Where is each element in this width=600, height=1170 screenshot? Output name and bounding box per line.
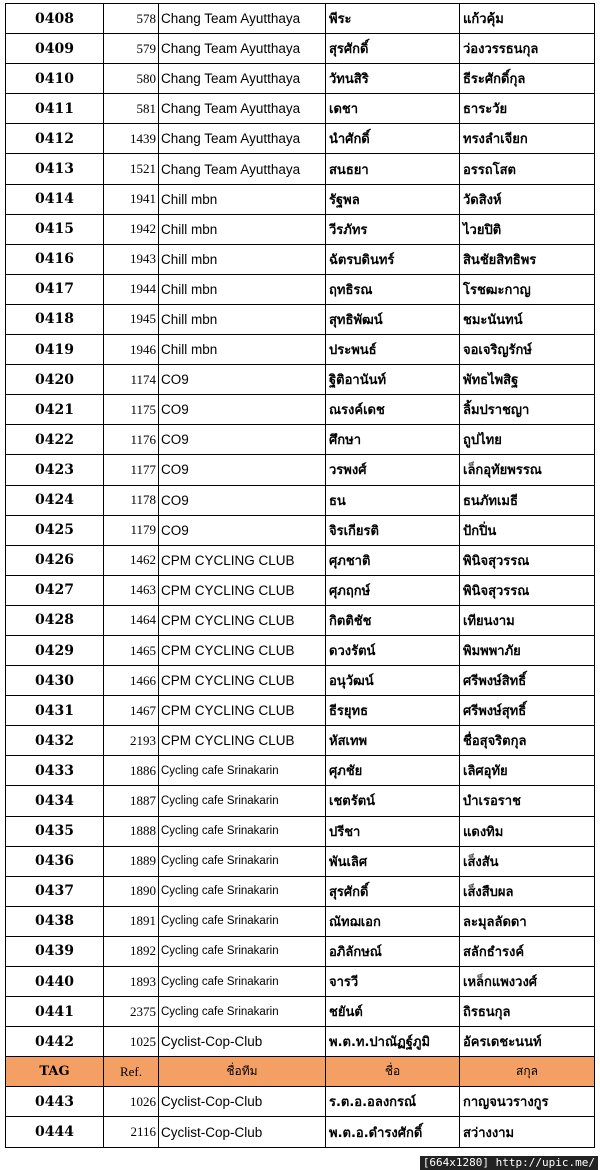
last-name-cell: เล็กอุทัยพรรณ (460, 455, 595, 485)
tag-cell: 0440 (6, 967, 104, 997)
last-name-cell: เส็งสืบผล (460, 876, 595, 906)
first-name-cell: พ.ต.อ.ดำรงศักดิ์ (326, 1117, 460, 1147)
team-cell: Chang Team Ayutthaya (159, 34, 326, 64)
table-row (6, 365, 595, 395)
team-cell: Cycling cafe Srinakarin (159, 936, 326, 966)
ref-cell: 578 (104, 4, 159, 34)
last-name-cell: ธนภัทเมธี (460, 485, 595, 515)
team-cell: Chill mbn (159, 335, 326, 365)
tag-cell: 0419 (6, 335, 104, 365)
tag-cell: 0437 (6, 876, 104, 906)
team-cell: Cycling cafe Srinakarin (159, 756, 326, 786)
ref-cell: 1177 (104, 455, 159, 485)
team-cell: Chang Team Ayutthaya (159, 94, 326, 124)
tag-cell: 0426 (6, 545, 104, 575)
table-row (6, 64, 595, 94)
table-row (6, 1117, 595, 1147)
team-cell: Chill mbn (159, 184, 326, 214)
first-name-cell: ร.ต.อ.อลงกรณ์ (326, 1087, 460, 1117)
last-name-cell: สินชัยสิทธิพร (460, 244, 595, 274)
tag-cell: 0410 (6, 64, 104, 94)
first-name-cell: เชตรัตน์ (326, 786, 460, 816)
team-cell: Cyclist-Cop-Club (159, 1087, 326, 1117)
tag-cell: 0418 (6, 304, 104, 334)
table-row (6, 395, 595, 425)
team-cell: CPM CYCLING CLUB (159, 635, 326, 665)
last-name-cell: พัทธไพสิฐ (460, 365, 595, 395)
tag-cell: 0433 (6, 756, 104, 786)
ref-cell: 1462 (104, 545, 159, 575)
team-cell: CO9 (159, 515, 326, 545)
first-name-cell: วรพงศ์ (326, 455, 460, 485)
ref-cell: 1890 (104, 876, 159, 906)
team-cell: Cycling cafe Srinakarin (159, 846, 326, 876)
first-name-cell: พ.ต.ท.ปาณัฏฐ์ภูมิ (326, 1027, 460, 1057)
last-name-cell: ศรีพงษ์สิทธิ์ (460, 666, 595, 696)
table-row (6, 816, 595, 846)
ref-cell: 1888 (104, 816, 159, 846)
tag-cell: 0421 (6, 395, 104, 425)
first-name-cell: กิตติชัช (326, 605, 460, 635)
ref-cell: 1946 (104, 335, 159, 365)
ref-cell: 1463 (104, 575, 159, 605)
first-name-cell: วัทนสิริ (326, 64, 460, 94)
tag-cell: 0408 (6, 4, 104, 34)
column-header-row (6, 1057, 595, 1087)
table-row (6, 635, 595, 665)
tag-cell: 0439 (6, 936, 104, 966)
team-cell: CPM CYCLING CLUB (159, 726, 326, 756)
first-name-cell: ฤทธิรณ (326, 274, 460, 304)
last-name-cell: พิมพพาภัย (460, 635, 595, 665)
table-row (6, 906, 595, 936)
team-cell: Chang Team Ayutthaya (159, 154, 326, 184)
ref-cell: 2193 (104, 726, 159, 756)
first-name-cell: ฉัตรบดินทร์ (326, 244, 460, 274)
first-name-cell: สุทธิพัฒน์ (326, 304, 460, 334)
team-cell: CO9 (159, 455, 326, 485)
table-row (6, 485, 595, 515)
first-name-cell: อนุวัฒน์ (326, 666, 460, 696)
ref-cell: 1439 (104, 124, 159, 154)
table-row (6, 184, 595, 214)
first-name-cell: ดวงรัตน์ (326, 635, 460, 665)
first-name-cell: วีรภัทร (326, 214, 460, 244)
last-name-cell: อัครเดชะนนท์ (460, 1027, 595, 1057)
tag-cell: 0427 (6, 575, 104, 605)
team-cell: CO9 (159, 395, 326, 425)
last-name-cell: วัดสิงห์ (460, 184, 595, 214)
last-name-cell: ธีระศักดิ์กุล (460, 64, 595, 94)
ref-cell: 1889 (104, 846, 159, 876)
team-cell: Chang Team Ayutthaya (159, 124, 326, 154)
first-name-cell: จิรเกียรติ (326, 515, 460, 545)
first-name-cell: ปรีชา (326, 816, 460, 846)
team-cell: Chill mbn (159, 274, 326, 304)
tag-cell: 0429 (6, 635, 104, 665)
team-cell: CO9 (159, 425, 326, 455)
tag-cell: 0435 (6, 816, 104, 846)
team-cell: CO9 (159, 365, 326, 395)
ref-cell: 1466 (104, 666, 159, 696)
ref-cell: 1175 (104, 395, 159, 425)
team-cell: Chang Team Ayutthaya (159, 64, 326, 94)
ref-cell: 1887 (104, 786, 159, 816)
ref-cell: 1465 (104, 635, 159, 665)
last-name-cell: พินิจสุวรรณ (460, 575, 595, 605)
tag-cell: 0420 (6, 365, 104, 395)
table-body-top (6, 4, 595, 1057)
last-name-cell: ทรงลำเจียก (460, 124, 595, 154)
table-row (6, 1087, 595, 1117)
ref-cell: 1893 (104, 967, 159, 997)
first-name-cell: ธีรยุทธ (326, 696, 460, 726)
team-cell: Chill mbn (159, 304, 326, 334)
ref-cell: 1943 (104, 244, 159, 274)
tag-cell: 0414 (6, 184, 104, 214)
table-row (6, 1027, 595, 1057)
team-cell: Chang Team Ayutthaya (159, 4, 326, 34)
table-row (6, 304, 595, 334)
team-cell: CPM CYCLING CLUB (159, 545, 326, 575)
tag-cell: 0411 (6, 94, 104, 124)
header-team: ชื่อทีม (159, 1057, 326, 1087)
ref-cell: 2116 (104, 1117, 159, 1147)
first-name-cell: จารวี (326, 967, 460, 997)
ref-cell: 579 (104, 34, 159, 64)
first-name-cell: ศุภชาติ (326, 545, 460, 575)
last-name-cell: กาญจนวรางกูร (460, 1087, 595, 1117)
tag-cell: 0413 (6, 154, 104, 184)
first-name-cell: ศุภฤกษ์ (326, 575, 460, 605)
team-cell: Cycling cafe Srinakarin (159, 967, 326, 997)
ref-cell: 1026 (104, 1087, 159, 1117)
header-last-name: สกุล (460, 1057, 595, 1087)
team-cell: CPM CYCLING CLUB (159, 605, 326, 635)
tag-cell: 0428 (6, 605, 104, 635)
last-name-cell: ปักปิ่น (460, 515, 595, 545)
team-cell: Cycling cafe Srinakarin (159, 997, 326, 1027)
last-name-cell: แก้วคุ้ม (460, 4, 595, 34)
last-name-cell: ละมุลลัดดา (460, 906, 595, 936)
table-row (6, 274, 595, 304)
tag-cell: 0415 (6, 214, 104, 244)
header-tag: TAG (6, 1057, 104, 1087)
table-row (6, 876, 595, 906)
first-name-cell: ธน (326, 485, 460, 515)
tag-cell: 0409 (6, 34, 104, 64)
tag-cell: 0444 (6, 1117, 104, 1147)
first-name-cell: ประพนธ์ (326, 335, 460, 365)
watermark: [664x1280] http://upic.me/ (420, 1156, 598, 1170)
first-name-cell: พีระ (326, 4, 460, 34)
first-name-cell: สุรศักดิ์ (326, 34, 460, 64)
last-name-cell: บำเรอราช (460, 786, 595, 816)
team-cell: Chill mbn (159, 214, 326, 244)
last-name-cell: แดงทิม (460, 816, 595, 846)
table-row (6, 455, 595, 485)
team-cell: Cycling cafe Srinakarin (159, 876, 326, 906)
tag-cell: 0436 (6, 846, 104, 876)
participant-table (5, 3, 595, 1148)
ref-cell: 580 (104, 64, 159, 94)
last-name-cell: ถิรธนกุล (460, 997, 595, 1027)
table-row (6, 575, 595, 605)
table-row (6, 154, 595, 184)
table-row (6, 997, 595, 1027)
table-row (6, 94, 595, 124)
table-row (6, 214, 595, 244)
header-ref: Ref. (104, 1057, 159, 1087)
tag-cell: 0442 (6, 1027, 104, 1057)
first-name-cell: รัฐพล (326, 184, 460, 214)
ref-cell: 1176 (104, 425, 159, 455)
last-name-cell: จอเจริญรักษ์ (460, 335, 595, 365)
table-row (6, 696, 595, 726)
first-name-cell: อภิลักษณ์ (326, 936, 460, 966)
table-row (6, 244, 595, 274)
last-name-cell: ธาระวัย (460, 94, 595, 124)
ref-cell: 1174 (104, 365, 159, 395)
table-row (6, 967, 595, 997)
first-name-cell: ณรงค์เดช (326, 395, 460, 425)
last-name-cell: ชมะนันทน์ (460, 304, 595, 334)
table-row (6, 666, 595, 696)
ref-cell: 1945 (104, 304, 159, 334)
table-row (6, 335, 595, 365)
table-row (6, 515, 595, 545)
table-row (6, 726, 595, 756)
last-name-cell: ถูปไทย (460, 425, 595, 455)
last-name-cell: เลิศอุทัย (460, 756, 595, 786)
ref-cell: 1467 (104, 696, 159, 726)
team-cell: CPM CYCLING CLUB (159, 696, 326, 726)
last-name-cell: ศรีพงษ์สุทธิ์ (460, 696, 595, 726)
tag-cell: 0441 (6, 997, 104, 1027)
ref-cell: 581 (104, 94, 159, 124)
team-cell: Cycling cafe Srinakarin (159, 906, 326, 936)
first-name-cell: ณัทฌเอก (326, 906, 460, 936)
last-name-cell: สว่างงาม (460, 1117, 595, 1147)
last-name-cell: เส็งสัน (460, 846, 595, 876)
last-name-cell: สลักธำรงค์ (460, 936, 595, 966)
ref-cell: 1178 (104, 485, 159, 515)
tag-cell: 0430 (6, 666, 104, 696)
last-name-cell: ชื่อสุจริตกุล (460, 726, 595, 756)
first-name-cell: หัสเทพ (326, 726, 460, 756)
tag-cell: 0434 (6, 786, 104, 816)
ref-cell: 1886 (104, 756, 159, 786)
team-cell: CPM CYCLING CLUB (159, 575, 326, 605)
ref-cell: 1464 (104, 605, 159, 635)
tag-cell: 0423 (6, 455, 104, 485)
first-name-cell: สนธยา (326, 154, 460, 184)
first-name-cell: นำศักดิ์ (326, 124, 460, 154)
first-name-cell: ชยันต์ (326, 997, 460, 1027)
first-name-cell: ฐิติอานันท์ (326, 365, 460, 395)
ref-cell: 1179 (104, 515, 159, 545)
header-first-name: ชื่อ (326, 1057, 460, 1087)
tag-cell: 0424 (6, 485, 104, 515)
last-name-cell: ลิ้มปราชญา (460, 395, 595, 425)
table-row (6, 34, 595, 64)
ref-cell: 1941 (104, 184, 159, 214)
table-body-bottom (6, 1087, 595, 1147)
table-row (6, 425, 595, 455)
tag-cell: 0438 (6, 906, 104, 936)
first-name-cell: พันเลิศ (326, 846, 460, 876)
ref-cell: 1892 (104, 936, 159, 966)
last-name-cell: โรชฒะกาญ (460, 274, 595, 304)
last-name-cell: อรรถโสต (460, 154, 595, 184)
first-name-cell: สุรศักดิ์ (326, 876, 460, 906)
ref-cell: 1891 (104, 906, 159, 936)
tag-cell: 0417 (6, 274, 104, 304)
tag-cell: 0431 (6, 696, 104, 726)
table-row (6, 4, 595, 34)
last-name-cell: พินิจสุวรรณ (460, 545, 595, 575)
table-row (6, 936, 595, 966)
last-name-cell: ไวยปิติ (460, 214, 595, 244)
table-row (6, 846, 595, 876)
first-name-cell: ศุภชัย (326, 756, 460, 786)
tag-cell: 0443 (6, 1087, 104, 1117)
team-cell: CPM CYCLING CLUB (159, 666, 326, 696)
table-row (6, 605, 595, 635)
last-name-cell: เหล็กแพงวงศ์ (460, 967, 595, 997)
last-name-cell: ว่องวรรธนกุล (460, 34, 595, 64)
tag-cell: 0432 (6, 726, 104, 756)
team-cell: Chill mbn (159, 244, 326, 274)
table-row (6, 545, 595, 575)
team-cell: Cycling cafe Srinakarin (159, 786, 326, 816)
team-cell: Cyclist-Cop-Club (159, 1117, 326, 1147)
table-row (6, 124, 595, 154)
first-name-cell: ศึกษา (326, 425, 460, 455)
ref-cell: 1025 (104, 1027, 159, 1057)
tag-cell: 0412 (6, 124, 104, 154)
team-cell: CO9 (159, 485, 326, 515)
tag-cell: 0416 (6, 244, 104, 274)
ref-cell: 1944 (104, 274, 159, 304)
team-cell: Cycling cafe Srinakarin (159, 816, 326, 846)
tag-cell: 0422 (6, 425, 104, 455)
table-row (6, 786, 595, 816)
tag-cell: 0425 (6, 515, 104, 545)
ref-cell: 1942 (104, 214, 159, 244)
ref-cell: 1521 (104, 154, 159, 184)
team-cell: Cyclist-Cop-Club (159, 1027, 326, 1057)
table-row (6, 756, 595, 786)
last-name-cell: เทียนงาม (460, 605, 595, 635)
ref-cell: 2375 (104, 997, 159, 1027)
first-name-cell: เดชา (326, 94, 460, 124)
